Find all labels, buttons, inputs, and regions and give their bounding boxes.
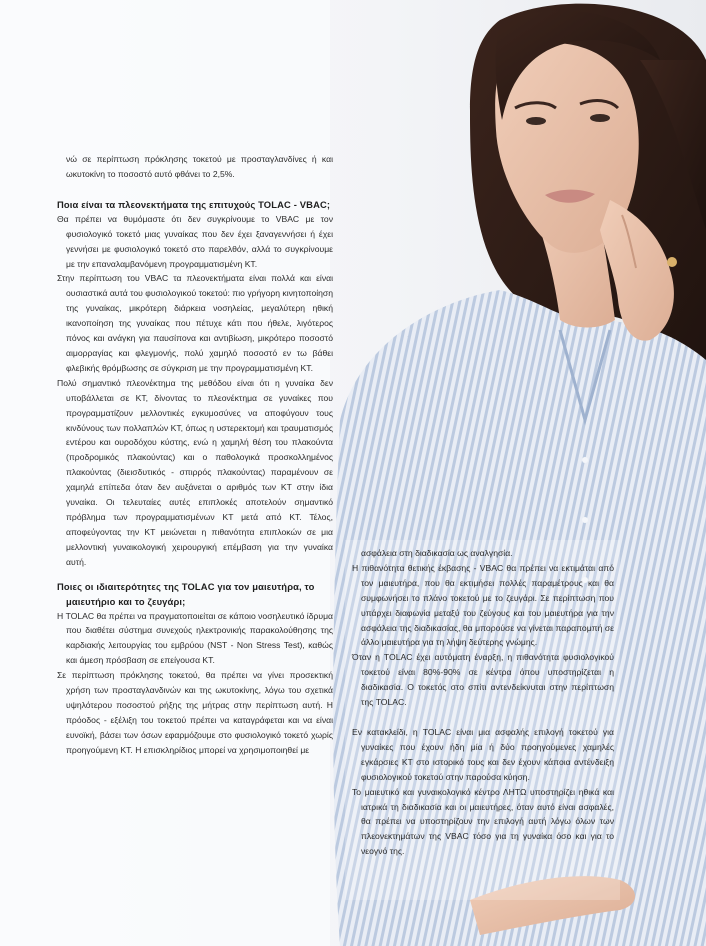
paragraph-vbac-advantages: Στην περίπτωση του VBAC τα πλεονεκτήματα είναι πολλά και είναι ουσιαστικά αυτά του φυσιολογικού τοκετού: πιο γρήγορη κινητοποίηση της γυναίκας, μικρότερη διάρκεια νοσηλείας, μεγαλύτερη ηθική ικανοποίηση της γυναίκας που πέτυχε κάτι που ήθελε, λιγότερος πόνος και ανάγκη για παυσίπονα και αντιβίωση, μικρότερο ποσοστό αιμορραγίας και φλεγμονής, πολύ χαμηλό ποσοστό εν τω βάθει φλεβικής θρόμβωσης σε σύγκριση με την προγραμματισμένη ΚΤ. — [57, 273, 333, 373]
paragraph-method-advantage: Πολύ σημαντικό πλεονέκτημα της μεθόδου είναι ότι η γυναίκα δεν υποβάλλεται σε ΚΤ, δίνοντας το πλεονέκτημα σε γυναίκες που προγραμματίζουν μελλοντικές εγκυμοσύνες να αποφύγουν τους κινδύνους των πολλαπλών ΚΤ, όπως η υστερεκτομή και τραυματισμός εντέρου και ουροδόχου κύστης, ενώ η χαμηλή θέση του πλακούντα (προδρομικός πλακούντας) και ο παθολογικά προσκολλημένος πλακούντας (διεισδυτικός - σπιρρός πλακούντας) παραμένουν σε χαμηλά επίπεδα όταν δεν αυξάνεται ο αριθμός των ΚΤ στην ίδια γυναίκα. Οι τελευταίες αυτές επιπλοκές αποτελούν σημαντικό πρόβλημα των προγραμματισμένων ΚΤ μετά από ΚΤ. Τέλος, αποφεύγοντας την ΚΤ μειώνεται η πιθανότητα επιπλοκών σε μια μελλοντική γυναικολογική χειρουργική επέμβαση για την γυναίκα αυτή. — [57, 377, 333, 567]
paragraph-tolac-facility: Η TOLAC θα πρέπει να πραγματοποιείται σε κάποιο νοσηλευτικό ίδρυμα που διαθέτει σύστημα συνεχούς ηλεκτρονικής παρακολούθησης της καρδιακής λειτουργίας του εμβρύου (NST - Non Stress Test), καθώς και άμεση πρόσβαση σε επείγουσα ΚΤ. — [57, 610, 333, 666]
article-column-right — [352, 546, 614, 859]
paragraph-positive-outcome: Η πιθανότητα θετικής έκβασης - VBAC θα πρέπει να εκτιμάται από τον μαιευτήρα, που θα εκτιμήσει πολλές παραμέτρους και θα συμφωνήσει το πλάνο τοκετού με το ζευγάρι. Σε περίπτωση που υπάρχει διαφωνία μεταξύ του ζεύγους και του μαιευτήρα για την ασφάλεια της διαδικασίας, θα μπορούσε να γίνεται παραπομπή σε άλλο μαιευτήρα για τη λήψη δεύτερης γνώμης. — [352, 562, 614, 648]
intro-paragraph: νώ σε περίπτωση πρόκλησης τοκετού με προσταγλανδίνες ή και ωκυτοκίνη το ποσοστό αυτό φθάνει το 2,5%. — [66, 154, 333, 179]
paragraph-epidural-continued: ασφάλεια στη διαδικασία ως αναλγησία. — [361, 548, 513, 558]
section-heading-particularities: Ποιες οι ιδιαιτερότητες της TOLAC για τον μαιευτήρα, το μαιευτήριο και το ζευγάρι; — [57, 580, 315, 607]
paragraph-leto-center: Το μαιευτικό και γυναικολογικό κέντρο ΛΗΤΩ υποστηρίζει ηθικά και ιατρικά τη διαδικασία και οι μαιευτήρες, όταν αυτό είναι ασφαλές, θα πρέπει να υποστηρίζουν την επιλογή αυτή λόγω όλων των πλεονεκτημάτων της VBAC τόσο για τη γυναίκα όσο και για το νεογνό της. — [352, 786, 614, 857]
paragraph-vbac-comparison: Θα πρέπει να θυμόμαστε ότι δεν συγκρίνουμε το VBAC με τον φυσιολογικό τοκετό μιας γυναίκας που δεν έχει ξαναγεννήσει ή έχει γεννήσει με φυσιολογικό τοκετό στο παρελθόν, αλλά το συγκρίνουμε με την επαναλαμβανόμενη προγραμματισμένη ΚΤ. — [57, 213, 333, 269]
article-column-left — [57, 152, 333, 758]
paragraph-spontaneous-onset: Όταν η TOLAC έχει αυτόματη έναρξη, η πιθανότητα φυσιολογικού τοκετού είναι 80%-90% σε κέντρα όπου υποστηρίζεται η διαδικασία. Ο τοκετός στο σπίτι αντενδείκνυται στην περίπτωση της TOLAC. — [352, 652, 614, 708]
paragraph-conclusion: Εν κατακλείδι, η TOLAC είναι μια ασφαλής επιλογή τοκετού για γυναίκες που έχουν ήδη μία ή δύο προηγούμενες χαμηλές εγκάρσιες ΚΤ στο ιστορικό τους και δεν έχουν κάποια αντένδειξη φυσιολογικού τοκετού στην παρούσα κύηση. — [352, 726, 614, 782]
paragraph-labor-induction: Σε περίπτωση πρόκλησης τοκετού, θα πρέπει να γίνει προσεκτική χρήση των προσταγλανδινών και της ωκυτοκίνης, λόγω του σχετικά υψηλότερου ποσοστού ρήξης της μήτρας στην περίπτωση αυτή. Η πρόοδος - εξέλιξη του τοκετού πρέπει να καταγράφεται και να είναι ευνοϊκή, βάσει των όσων εφαρμόζουμε στο φυσιολογικό τοκετό χωρίς προηγούμενη ΚΤ. Η επισκληρίδιος μπορεί να χρησιμοποιηθεί με — [57, 670, 333, 755]
section-heading-advantages: Ποια είναι τα πλεονεκτήματα της επιτυχούς TOLAC - VBAC; — [57, 198, 331, 210]
